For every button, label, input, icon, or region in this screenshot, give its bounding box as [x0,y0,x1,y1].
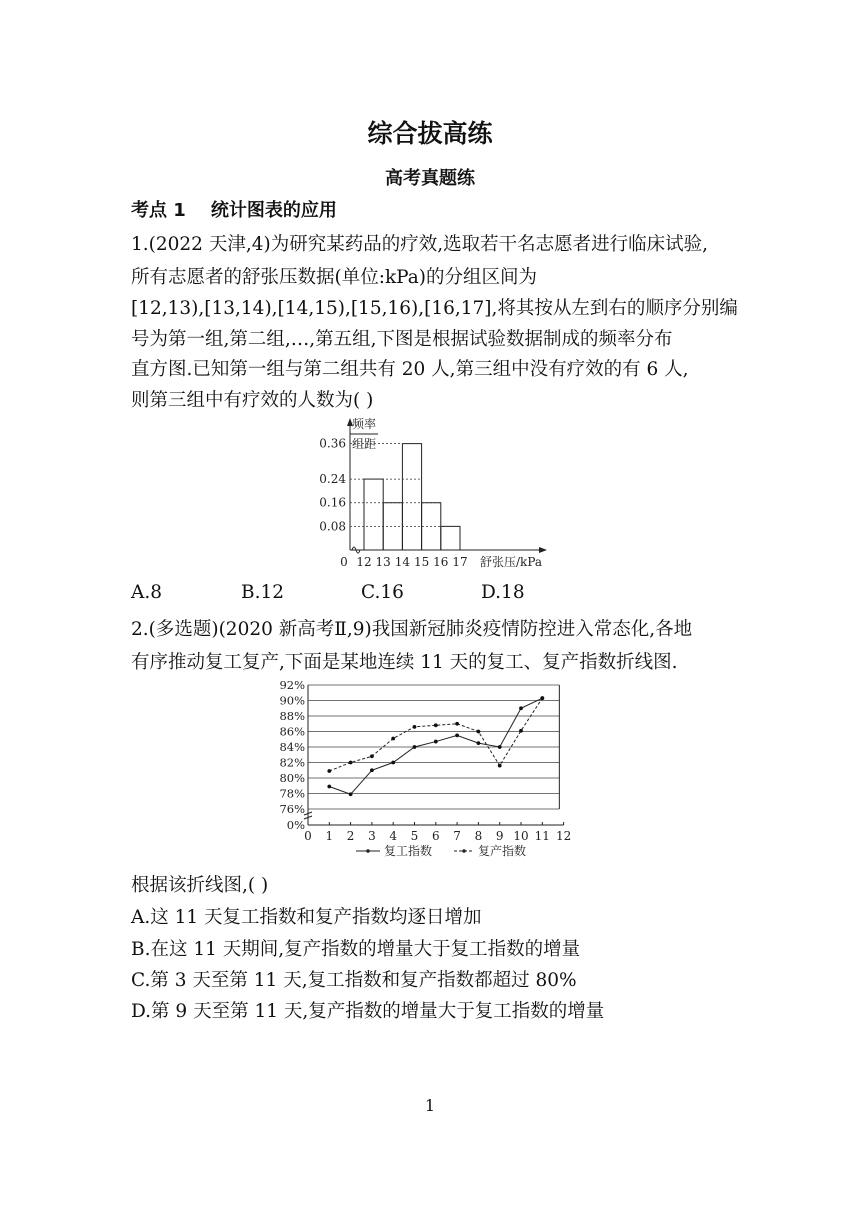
hist-x-tick-label: 14 [394,555,411,569]
series-fuchan-line [329,698,542,771]
line-y-tick-label: 88% [279,709,305,723]
line-y-tick-label: 76% [279,802,305,816]
series-fugong-point [434,740,438,744]
legend-label-fuchan: 复产指数 [478,844,527,858]
histogram-chart [300,412,560,577]
line-y-tick-label: 78% [279,786,305,801]
series-fugong-line [329,698,542,794]
line-x-tick-label: 8 [474,829,483,843]
q1-line-5: 直方图.已知第一组与第二组共有 20 人,第三组中没有疗效的有 6 人, [131,359,689,380]
series-fuchan-point [519,729,523,733]
line-y-tick-label: 86% [279,724,305,739]
line-y-tick-label: 92% [279,678,305,692]
series-fuchan-point [370,754,374,758]
q1-option-d[interactable]: D.18 [481,582,525,603]
page-title: 综合拔高练 [367,119,493,148]
q1-line-1: 1.(2022 天津,4)为研究某药品的疗效,选取若干名志愿者进行临床试验, [131,234,708,255]
q2-line-2: 有序推动复工复产,下面是某地连续 11 天的复工、复产指数折线图. [131,652,678,673]
section-heading: 考点 1 统计图表的应用 [131,200,337,221]
hist-bar [402,444,421,550]
series-fugong-point [519,706,523,710]
hist-x-tick-label: 17 [452,555,468,569]
series-fuchan-point [327,769,331,773]
line-x-tick-label: 5 [410,829,419,843]
q1-line-4: 号为第一组,第二组,…,第五组,下图是根据试验数据制成的频率分布 [131,329,673,350]
q1-option-c[interactable]: C.16 [361,582,404,603]
q2-option-b[interactable]: B.在这 11 天期间,复产指数的增量大于复工指数的增量 [131,939,581,960]
series-fuchan-point [391,737,395,741]
line-x-tick-label: 4 [389,829,398,843]
hist-x-tick-label: 15 [413,555,430,569]
line-x-tick-label: 9 [495,829,504,843]
hist-ylabel-bottom: 组距 [352,437,377,451]
series-fugong-point [391,761,395,765]
series-fugong-point [370,768,374,772]
hist-y-tick-label: 0.08 [319,519,346,534]
hist-ylabel-top: 频率 [352,417,377,431]
hist-x-tick-label: 13 [375,555,391,569]
series-fugong-point [413,745,417,749]
hist-x-label: 舒张压/kPa [480,555,543,569]
series-fuchan-point [434,723,438,727]
line-y-tick-label: 80% [279,771,305,785]
line-legend [356,843,526,858]
q1-line-6: 则第三组中有疗效的人数为( ) [131,390,374,411]
hist-x-tick-label: 16 [433,555,449,569]
series-fuchan-point [349,761,353,765]
series-fuchan-point [455,722,459,726]
hist-y-tick-label: 0.16 [319,495,346,510]
line-x-tick-label: 7 [453,829,461,843]
page-number: 1 [424,1096,436,1115]
line-y-tick-label: 0% [286,818,305,832]
q2-question: 根据该折线图,( ) [131,875,269,896]
hist-y-tick-label: 0.36 [319,436,346,451]
q2-option-d[interactable]: D.第 9 天至第 11 天,复产指数的增量大于复工指数的增量 [131,1001,605,1022]
hist-bar [441,526,460,550]
series-fugong-point [455,733,459,737]
line-chart [268,675,588,865]
line-y-tick-label: 84% [279,740,305,754]
series-fugong-point [327,785,331,789]
hist-x-tick-label: 12 [356,555,372,569]
line-x-tick-label: 11 [534,829,550,843]
line-x-tick-label: 2 [346,829,355,843]
line-x-tick-label: 1 [325,829,334,843]
legend-label-fugong: 复工指数 [384,844,433,858]
hist-y-tick-label: 0.24 [319,472,346,487]
line-x-tick-label: 12 [555,829,572,843]
page-subtitle: 高考真题练 [385,168,475,189]
q2-line-1: 2.(多选题)(2020 新高考Ⅱ,9)我国新冠肺炎疫情防控进入常态化,各地 [131,619,693,640]
q2-option-c[interactable]: C.第 3 天至第 11 天,复工指数和复产指数都超过 80% [131,970,577,991]
series-fuchan-point [540,696,544,700]
hist-bar [364,479,383,550]
line-x-tick-label: 10 [513,829,529,843]
series-fuchan-point [413,725,417,729]
line-x-tick-label: 6 [431,829,440,843]
q1-option-b[interactable]: B.12 [241,582,285,603]
q1-line-3: [12,13),[13,14),[14,15),[15,16),[16,17],将其按从左到右的顺序分别编 [131,298,738,319]
series-fugong-point [477,741,481,745]
line-x-tick-label: 0 [304,829,312,843]
series-fuchan-point [498,764,502,768]
hist-x-arrow [539,547,547,553]
hist-origin-label: 0 [340,555,348,569]
q2-option-a[interactable]: A.这 11 天复工指数和复产指数均逐日增加 [131,907,482,928]
series-fuchan-point [477,730,481,734]
line-x-tick-label: 3 [368,829,376,843]
series-fugong-point [498,745,502,749]
series-fugong-point [349,792,353,796]
line-y-tick-label: 90% [279,693,305,708]
q1-option-a[interactable]: A.8 [131,582,163,603]
line-y-tick-label: 82% [279,755,305,770]
q1-line-2: 所有志愿者的舒张压数据(单位:kPa)的分组区间为 [131,267,538,288]
